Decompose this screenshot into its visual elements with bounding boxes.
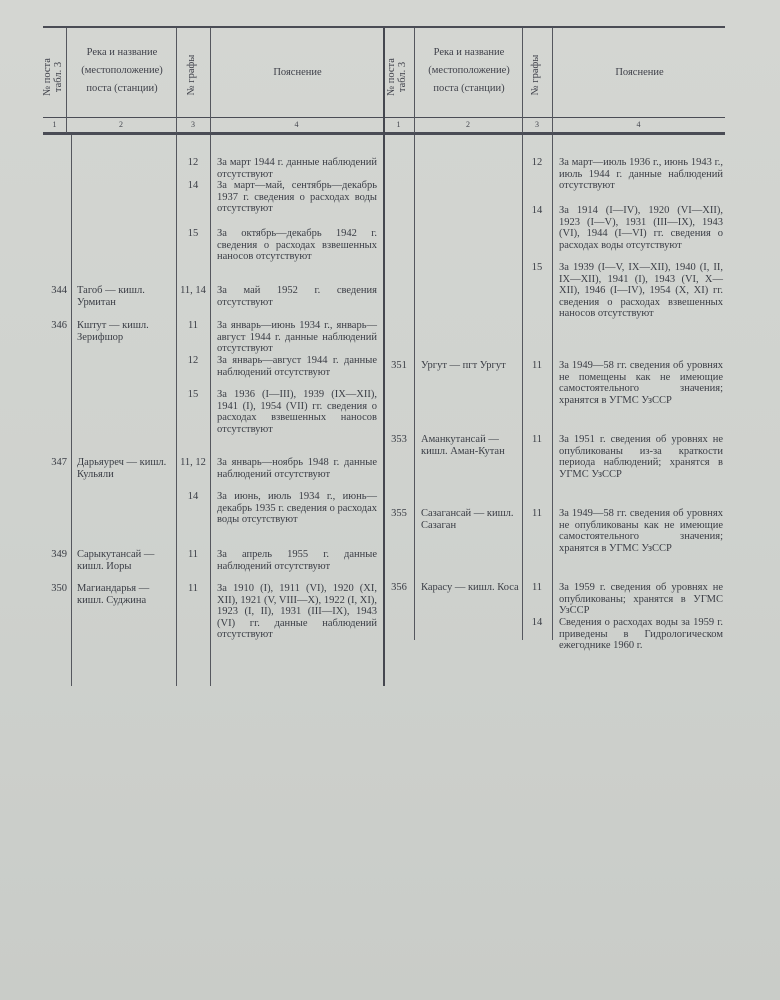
post-number: 350	[51, 583, 67, 594]
note-text: За 1949—58 гг. сведения об уровнях не опубликованы как не имеющие самостоятельного значения; хранятся в УГМС УзССР	[559, 508, 723, 554]
col-number: 2	[119, 120, 123, 129]
col-number: 2	[466, 120, 470, 129]
graph-number: 14	[187, 180, 199, 191]
note-text: За март 1944 г. данные наблюдений отсутствуют	[217, 157, 377, 180]
header-post-no: № поста табл. 3	[386, 58, 408, 96]
col-divider	[71, 135, 72, 686]
col-divider	[210, 135, 211, 686]
note-text: За январь—ноябрь 1948 г. данные наблюдений отсутствуют	[217, 457, 377, 480]
note-text: За 1910 (I), 1911 (VI), 1920 (XI, XII), 1921 (V, VIII—X), 1922 (I, XI), 1923 (I, II), 1931 (III—IX), 1943 (VI) гг. данные наблюдений отсутствуют	[217, 583, 377, 640]
station-name: Сазагансай — кишл. Сазаган	[421, 508, 514, 531]
header-river: Река и название (местоположение) поста (станции)	[81, 47, 163, 94]
col-number: 3	[535, 120, 539, 129]
graph-number: 11	[187, 320, 199, 331]
note-text: За 1936 (I—III), 1939 (IX—XII), 1941 (I), 1954 (VII) гг. сведения о расходах взвешенных наносов отсутствуют	[217, 389, 377, 435]
graph-number: 14	[531, 617, 543, 628]
graph-number: 11	[531, 360, 543, 371]
graph-number: 15	[187, 228, 199, 239]
post-number: 344	[51, 285, 67, 296]
note-text: За 1914 (I—IV), 1920 (VI—XII), 1923 (I—V), 1931 (III—IX), 1943 (VI), 1944 (I—VI) гг. сведения о расходах воды отсутствуют	[559, 205, 723, 251]
col-number: 1	[52, 120, 57, 129]
station-name: Кштут — кишл. Зерифшор	[77, 320, 149, 343]
note-text: За март—май, сентябрь—декабрь 1937 г. сведения о расходах воды отсутствуют	[217, 180, 377, 214]
post-number: 355	[391, 508, 407, 519]
station-name: Дарьяуреч — кишл. Кульяли	[77, 457, 167, 480]
graph-number: 14	[187, 491, 199, 502]
header-post-no: № поста табл. 3	[42, 58, 64, 96]
col-number: 4	[636, 120, 641, 129]
note-text: За 1949—58 гг. сведения об уровнях не помещены как не имеющие самостоятельного значения; хранятся в УГМС УзССР	[559, 360, 723, 406]
note-text: За 1959 г. сведения об уровнях не опубликованы; хранятся в УГМС УзССР	[559, 582, 723, 616]
col-number: 4	[294, 120, 299, 129]
post-number: 356	[391, 582, 407, 593]
note-text: За 1939 (I—V, IX—XII), 1940 (I, II, IX—XII), 1941 (I), 1943 (VI, X—XII), 1946 (I—IV), 1954 (X, XI) гг. сведения о расходах взвешенных наносов отсутствуют	[559, 262, 723, 319]
note-text: За март—июль 1936 г., июнь 1943 г., июль 1944 г. данные наблюдений отсутствуют	[559, 157, 723, 191]
graph-number: 11	[187, 549, 199, 560]
graph-number: 11, 12	[180, 457, 206, 468]
col-divider	[176, 28, 177, 133]
col-number: 3	[191, 120, 195, 129]
graph-number: 12	[187, 157, 199, 168]
note-text: Сведения о расходах воды за 1959 г. приведены в Гидрологическом ежегоднике 1960 г.	[559, 617, 723, 651]
header-river: Река и название (местоположение) поста (станции)	[428, 47, 510, 94]
station-name: Магиандарья — кишл. Суджина	[77, 583, 150, 606]
center-divider	[383, 28, 385, 133]
post-number: 353	[391, 434, 407, 445]
graph-number: 11	[187, 583, 199, 594]
col-divider	[414, 135, 415, 640]
graph-number: 11, 14	[180, 285, 206, 296]
col-number: 1	[396, 120, 401, 129]
graph-number: 12	[187, 355, 199, 366]
graph-number: 11	[531, 582, 543, 593]
center-divider	[383, 135, 385, 686]
header-note: Пояснение	[615, 67, 664, 78]
graph-number: 14	[531, 205, 543, 216]
note-text: За январь—август 1944 г. данные наблюдений отсутствуют	[217, 355, 377, 378]
graph-number: 11	[531, 434, 543, 445]
col-divider	[552, 135, 553, 640]
header-note: Пояснение	[273, 67, 322, 78]
station-name: Тагоб — кишл. Урмитан	[77, 285, 145, 308]
post-number: 346	[51, 320, 67, 331]
station-name: Карасу — кишл. Коса	[421, 582, 519, 593]
header-graph: № графы	[530, 54, 541, 96]
station-name: Аманкутансай — кишл. Аман-Кутан	[421, 434, 505, 457]
col-divider	[552, 28, 553, 133]
note-text: За май 1952 г. сведения отсутствуют	[217, 285, 377, 308]
graph-number: 15	[187, 389, 199, 400]
col-divider	[176, 135, 177, 686]
note-text: За июнь, июль 1934 г., июнь—декабрь 1935 г. сведения о расходах воды отсутствуют	[217, 491, 377, 525]
note-text: За январь—июнь 1934 г., январь—август 1944 г. данные наблюдений отсутствуют	[217, 320, 377, 354]
note-text: За октябрь—декабрь 1942 г. сведения о расходах взвешенных наносов отсутствуют	[217, 228, 377, 262]
note-text: За 1951 г. сведения об уровнях не опубликованы из-за краткости периода наблюдений; хранятся в УГМС УзССР	[559, 434, 723, 480]
graph-number: 15	[531, 262, 543, 273]
post-number: 347	[51, 457, 67, 468]
station-name: Сарыкутансай — кишл. Иоры	[77, 549, 155, 572]
station-name: Ургут — пгт Ургут	[421, 360, 506, 371]
col-divider	[522, 28, 523, 133]
post-number: 349	[51, 549, 67, 560]
col-divider	[210, 28, 211, 133]
header-graph: № графы	[186, 54, 197, 96]
col-divider	[414, 28, 415, 133]
graph-number: 12	[531, 157, 543, 168]
graph-number: 11	[531, 508, 543, 519]
note-text: За апрель 1955 г. данные наблюдений отсутствуют	[217, 549, 377, 572]
post-number: 351	[391, 360, 407, 371]
